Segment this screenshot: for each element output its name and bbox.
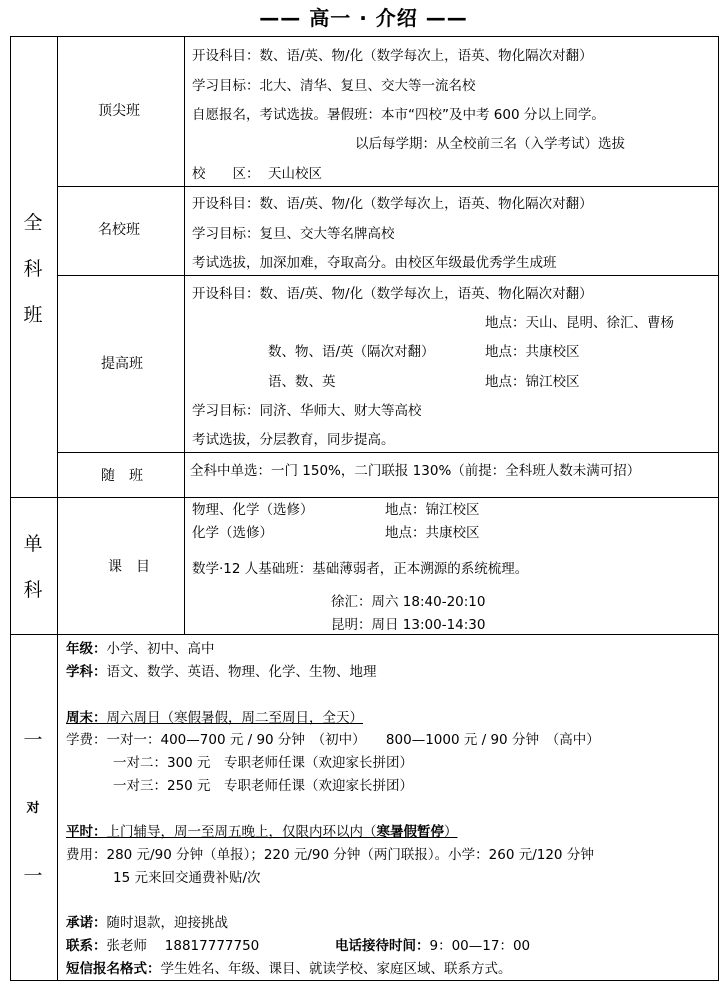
sms-label: 短信报名格式： bbox=[66, 961, 161, 977]
tigao-line5: 考试选拔，分层教育，同步提高。 bbox=[192, 432, 395, 448]
fee-line-2: 一对二：300 元 专职老师任课（欢迎家长拼团） bbox=[113, 755, 414, 771]
contact-row bbox=[66, 937, 259, 955]
danke-name: 课 目 bbox=[108, 559, 150, 575]
yiduiyi-char-1: 一 bbox=[23, 729, 43, 751]
hours-value: 9：00—17：00 bbox=[429, 938, 531, 954]
weekday-value: 上门辅导，周一至周五晚上，仅限内环以内（ bbox=[106, 824, 377, 840]
row-divider-3 bbox=[57, 452, 719, 453]
section-divider-1 bbox=[10, 497, 719, 498]
fee-line-3: 一对三：250 元 专职老师任课（欢迎家长拼团） bbox=[113, 778, 414, 794]
dingjian-line2: 学习目标：北大、清华、复旦、交大等一流名校 bbox=[192, 78, 476, 94]
row-divider-1 bbox=[57, 186, 719, 187]
contact-value: 张老师 18817777750 bbox=[106, 938, 260, 954]
sms-value: 学生姓名、年级、课目、就读学校、家庭区域、联系方式。 bbox=[160, 961, 512, 977]
danke-row2-subject: 化学（选修） bbox=[192, 525, 273, 541]
dingjian-campus-label: 校 区： bbox=[192, 166, 260, 182]
contact-label: 联系： bbox=[66, 938, 107, 954]
grade-label: 年级： bbox=[66, 641, 107, 657]
dingjian-campus-value: 天山校区 bbox=[268, 166, 322, 182]
danke-char-2: 科 bbox=[23, 579, 43, 601]
danke-row1-loc: 地点：锦江校区 bbox=[385, 502, 480, 518]
col-divider-2 bbox=[184, 36, 185, 635]
col-divider-1 bbox=[57, 36, 58, 498]
fee-line-1: 学费：一对一：400—700 元 / 90 分钟 （初中） 800—1000 元 / 90 分钟 （高中） bbox=[66, 732, 600, 748]
sms-row bbox=[66, 960, 512, 978]
weekday-end: ） bbox=[444, 824, 458, 840]
page-title: —— 高一 · 介绍 —— bbox=[259, 6, 468, 30]
subject-label: 学科： bbox=[66, 664, 107, 680]
danke-row3: 数学·12 人基础班：基础薄弱者，正本溯源的系统梳理。 bbox=[192, 561, 529, 577]
yiduiyi-char-2: 对 bbox=[26, 801, 40, 816]
fee-line-5: 15 元来回交通费补贴/次 bbox=[113, 870, 261, 886]
danke-char-1: 单 bbox=[23, 533, 43, 555]
danke-row4: 徐汇：周六 18:40-20:10 bbox=[331, 594, 486, 610]
weekday-label: 平时： bbox=[66, 824, 107, 840]
dingjian-line1: 开设科目：数、语/英、物/化（数学每次上，语英、物化隔次对翻） bbox=[192, 48, 593, 64]
grade-value: 小学、初中、高中 bbox=[106, 641, 215, 657]
mingxiao-line3: 考试选拔，加深加难，夺取高分。由校区年级最优秀学生成班 bbox=[192, 255, 557, 271]
col-divider-danke bbox=[57, 498, 58, 635]
mingxiao-line2: 学习目标：复旦、交大等名牌高校 bbox=[192, 226, 395, 242]
row-divider-2 bbox=[57, 275, 719, 276]
quanke-char-3: 班 bbox=[23, 304, 43, 326]
section-divider-2 bbox=[10, 634, 719, 635]
col-divider-yiduiyi bbox=[57, 635, 58, 981]
weekend-value: 周六周日（寒假暑假，周二至周日，全天） bbox=[106, 710, 363, 726]
promise-value: 随时退款，迎接挑战 bbox=[106, 915, 228, 931]
tigao-name: 提高班 bbox=[101, 356, 143, 372]
dingjian-name: 顶尖班 bbox=[98, 103, 140, 119]
tigao-sub3: 语、数、英 bbox=[268, 374, 336, 390]
promise-label: 承诺： bbox=[66, 915, 107, 931]
dingjian-line3: 自愿报名，考试选拔。暑假班：本市“四校”及中考 600 分以上同学。 bbox=[192, 107, 605, 123]
weekend-label: 周末： bbox=[66, 710, 107, 726]
dingjian-line4: 以后每学期：从全校前三名（入学考试）选拔 bbox=[355, 136, 625, 152]
weekend-row bbox=[66, 709, 363, 727]
hours-row bbox=[335, 937, 530, 955]
tigao-loc1: 地点：天山、昆明、徐汇、曹杨 bbox=[485, 315, 674, 331]
danke-row2-loc: 地点：共康校区 bbox=[385, 525, 480, 541]
tigao-loc3: 地点：锦江校区 bbox=[485, 374, 580, 390]
yiduiyi-char-3: 一 bbox=[23, 865, 43, 887]
subject-row bbox=[66, 663, 377, 681]
weekday-bold: 寒暑假暂停 bbox=[376, 824, 444, 840]
tigao-line4: 学习目标：同济、华师大、财大等高校 bbox=[192, 403, 422, 419]
weekday-row bbox=[66, 823, 458, 841]
hours-label: 电话接待时间： bbox=[335, 938, 430, 954]
suiban-text: 全科中单选：一门 150%，二门联报 130%（前提：全科班人数未满可招） bbox=[190, 463, 641, 479]
tigao-sub2: 数、物、语/英（隔次对翻） bbox=[268, 344, 435, 360]
mingxiao-name: 名校班 bbox=[98, 222, 140, 238]
danke-row1-subject: 物理、化学（选修） bbox=[192, 502, 314, 518]
fee-line-4: 费用：280 元/90 分钟（单报）；220 元/90 分钟（两门联报）。小学：260 元/120 分钟 bbox=[66, 847, 594, 863]
danke-row5: 昆明：周日 13:00-14:30 bbox=[331, 617, 486, 633]
subject-value: 语文、数学、英语、物理、化学、生物、地理 bbox=[106, 664, 377, 680]
suiban-name: 随 班 bbox=[101, 468, 143, 484]
quanke-char-1: 全 bbox=[23, 212, 43, 234]
mingxiao-line1: 开设科目：数、语/英、物/化（数学每次上，语英、物化隔次对翻） bbox=[192, 196, 593, 212]
quanke-char-2: 科 bbox=[23, 258, 43, 280]
tigao-loc2: 地点：共康校区 bbox=[485, 344, 580, 360]
promise-row bbox=[66, 914, 228, 932]
tigao-line1: 开设科目：数、语/英、物/化（数学每次上，语英、物化隔次对翻） bbox=[192, 286, 593, 302]
grade-row bbox=[66, 640, 215, 658]
